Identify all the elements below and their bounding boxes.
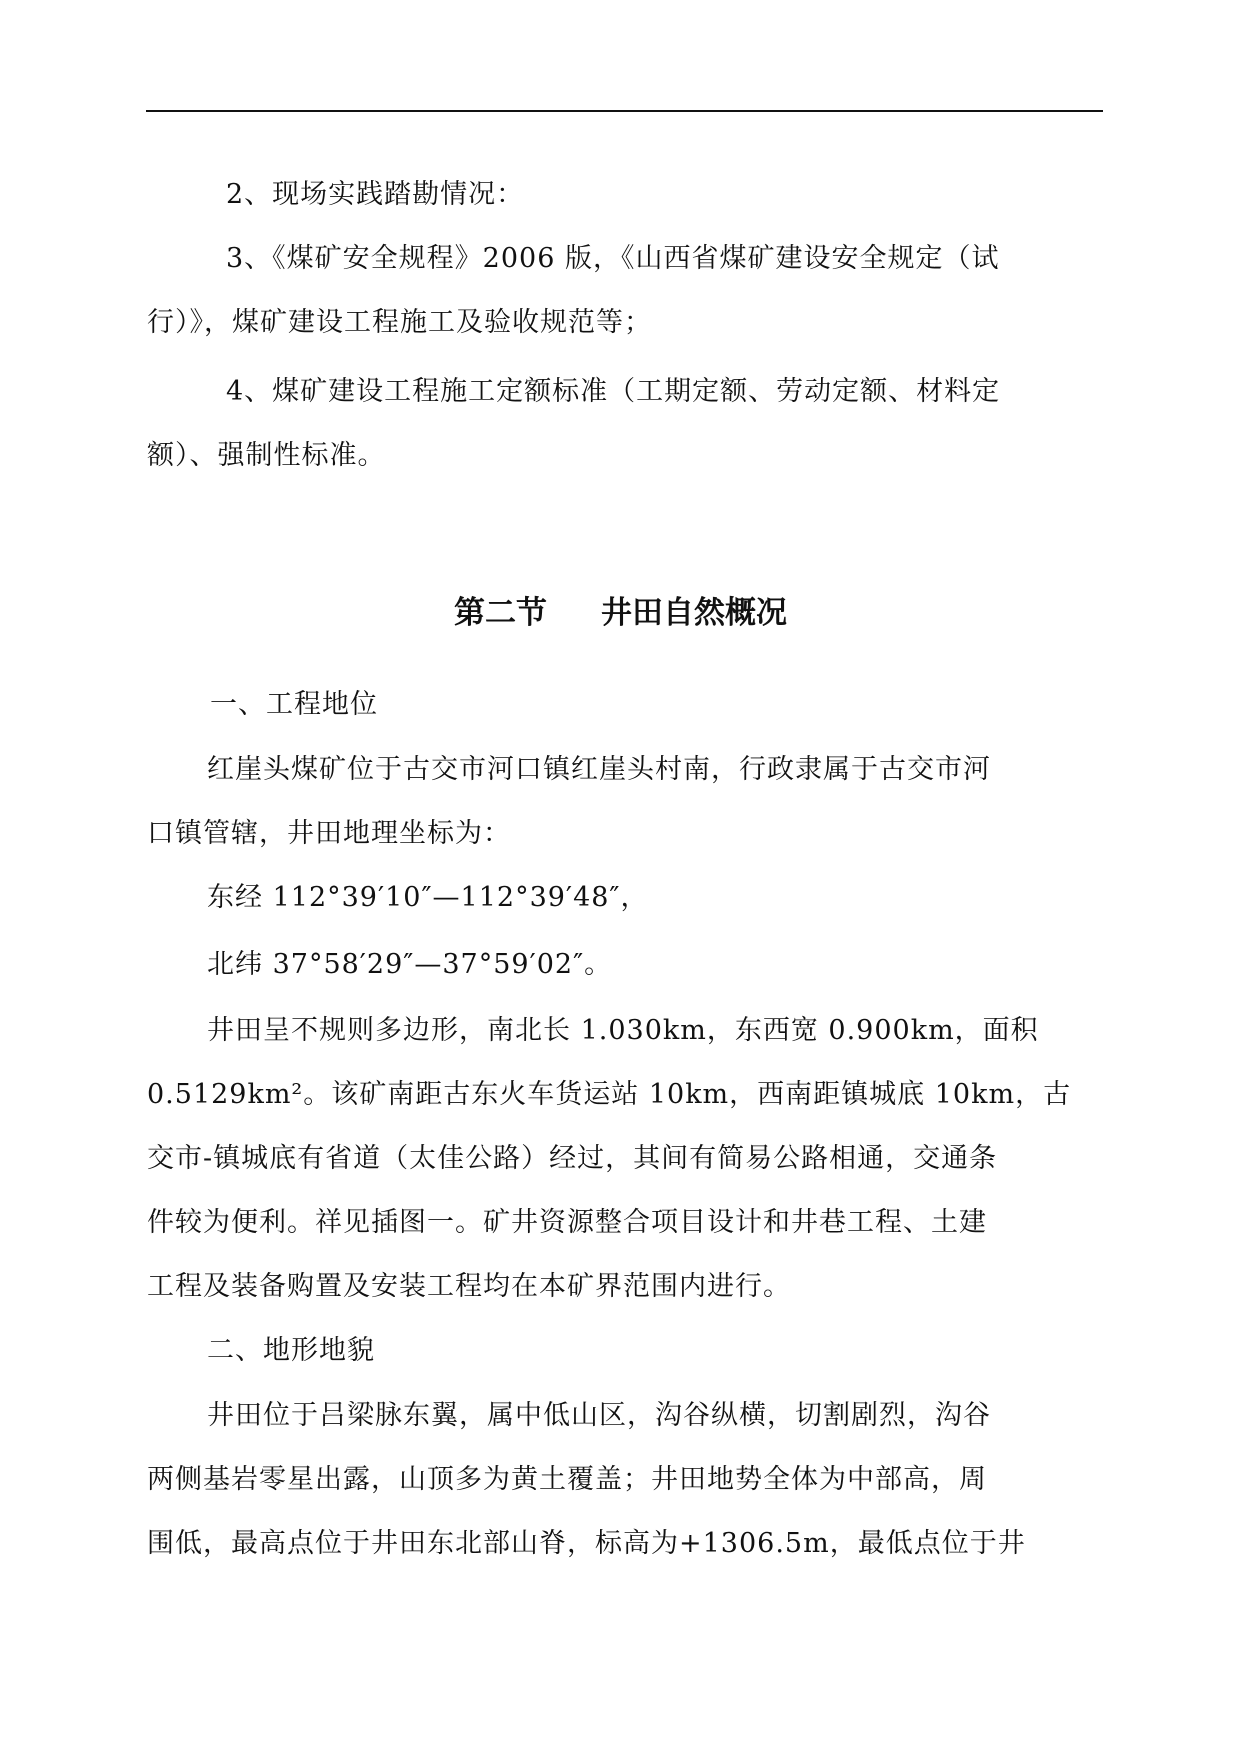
area-paragraph-line-5: 工程及装备购置及安装工程均在本矿界范围内进行。 (147, 1271, 791, 1302)
location-paragraph-line-2: 口镇管辖，井田地理坐标为： (147, 818, 511, 849)
subheading-location: 一、工程地位 (210, 689, 378, 720)
list-item-3-line-1: 3、《煤矿安全规程》2006 版，《山西省煤矿建设安全规定（试 (226, 243, 1000, 274)
section-number: 第二节 (454, 595, 547, 631)
area-paragraph-line-1: 井田呈不规则多边形，南北长 1.030km，东西宽 0.900km，面积 (207, 1015, 1039, 1046)
list-item-2: 2、现场实践踏勘情况： (226, 179, 525, 210)
terrain-paragraph-line-3: 围低，最高点位于井田东北部山脊，标高为+1306.5m，最低点位于井 (147, 1528, 1026, 1559)
terrain-paragraph-line-1: 井田位于吕梁脉东翼，属中低山区，沟谷纵横，切割剧烈，沟谷 (207, 1400, 991, 1431)
section-heading (0, 593, 1241, 633)
latitude-line: 北纬 37°58′29″—37°59′02″。 (207, 949, 613, 980)
list-item-3-line-2: 行）》，煤矿建设工程施工及验收规范等； (147, 307, 652, 338)
location-paragraph-line-1: 红崖头煤矿位于古交市河口镇红崖头村南，行政隶属于古交市河 (207, 754, 991, 785)
subheading-terrain: 二、地形地貌 (207, 1335, 375, 1366)
terrain-paragraph-line-2: 两侧基岩零星出露，山顶多为黄土覆盖；井田地势全体为中部高，周 (147, 1464, 987, 1495)
area-paragraph-line-4: 件较为便利。祥见插图一。矿井资源整合项目设计和井巷工程、土建 (147, 1207, 987, 1238)
longitude-line: 东经 112°39′10″—112°39′48″， (207, 882, 649, 913)
section-title: 井田自然概况 (601, 595, 787, 631)
list-item-4-line-2: 额）、强制性标准。 (147, 440, 386, 471)
area-paragraph-line-2: 0.5129km²。该矿南距古东火车货运站 10km，西南距镇城底 10km，古 (147, 1079, 1072, 1110)
area-paragraph-line-3: 交市-镇城底有省道（太佳公路）经过，其间有简易公路相通，交通条 (147, 1143, 998, 1174)
header-rule (146, 110, 1103, 112)
list-item-4-line-1: 4、煤矿建设工程施工定额标准（工期定额、劳动定额、材料定 (226, 376, 1001, 407)
